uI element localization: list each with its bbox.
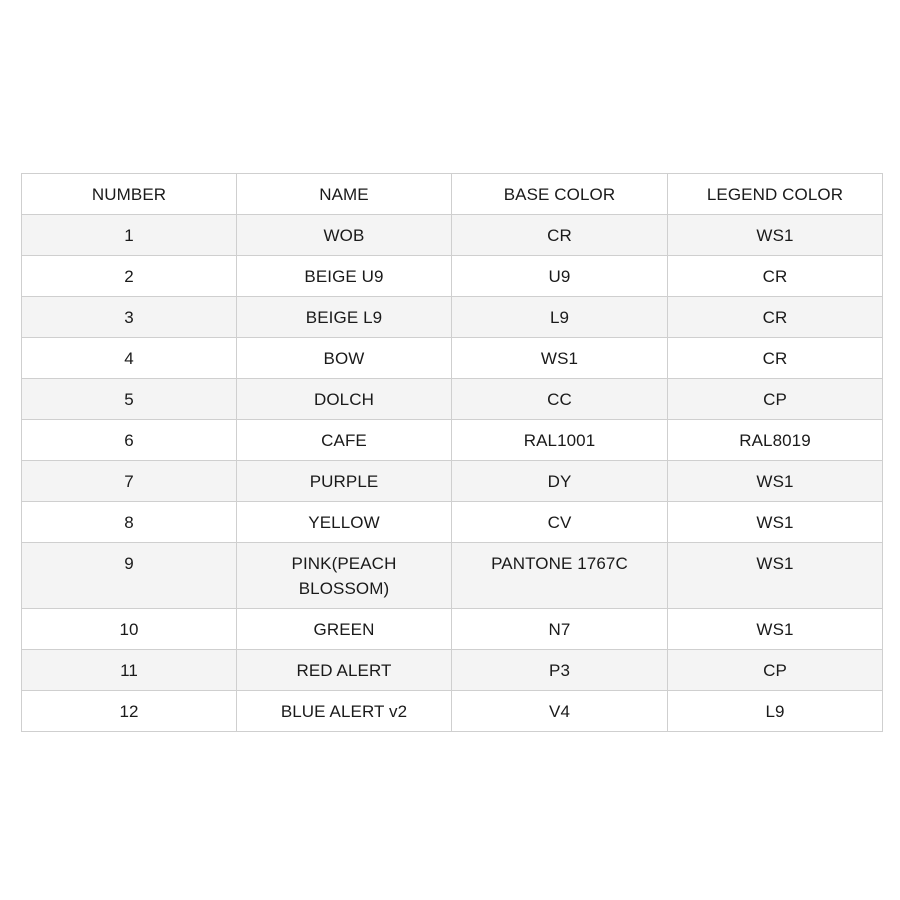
cell-base-color: CR — [452, 215, 668, 256]
table-row — [22, 338, 883, 379]
cell-number: 9 — [22, 543, 237, 609]
table-row — [22, 420, 883, 461]
cell-base-color: CC — [452, 379, 668, 420]
cell-legend-color: CR — [668, 256, 883, 297]
cell-name: PURPLE — [237, 461, 452, 502]
cell-number: 10 — [22, 609, 237, 650]
cell-number: 2 — [22, 256, 237, 297]
cell-base-color: V4 — [452, 691, 668, 732]
color-table-container — [21, 173, 882, 732]
cell-name: BEIGE L9 — [237, 297, 452, 338]
table-row — [22, 297, 883, 338]
cell-number: 7 — [22, 461, 237, 502]
cell-legend-color: CR — [668, 297, 883, 338]
cell-legend-color: CP — [668, 379, 883, 420]
cell-legend-color: CP — [668, 650, 883, 691]
cell-name: BLUE ALERT v2 — [237, 691, 452, 732]
table-row — [22, 543, 883, 609]
cell-number: 12 — [22, 691, 237, 732]
header-base-color: BASE COLOR — [452, 174, 668, 215]
cell-name: DOLCH — [237, 379, 452, 420]
table-row — [22, 215, 883, 256]
cell-base-color: L9 — [452, 297, 668, 338]
cell-base-color: DY — [452, 461, 668, 502]
cell-legend-color: CR — [668, 338, 883, 379]
cell-name: GREEN — [237, 609, 452, 650]
cell-name: CAFE — [237, 420, 452, 461]
table-row — [22, 502, 883, 543]
cell-name: BEIGE U9 — [237, 256, 452, 297]
cell-legend-color: WS1 — [668, 609, 883, 650]
table-row — [22, 650, 883, 691]
cell-number: 6 — [22, 420, 237, 461]
color-table — [21, 173, 883, 732]
cell-number: 1 — [22, 215, 237, 256]
cell-legend-color: WS1 — [668, 461, 883, 502]
cell-number: 3 — [22, 297, 237, 338]
header-name: NAME — [237, 174, 452, 215]
cell-legend-color: WS1 — [668, 543, 883, 609]
cell-name: WOB — [237, 215, 452, 256]
cell-base-color: RAL1001 — [452, 420, 668, 461]
cell-base-color: CV — [452, 502, 668, 543]
cell-legend-color: WS1 — [668, 502, 883, 543]
cell-legend-color: WS1 — [668, 215, 883, 256]
cell-base-color: PANTONE 1767C — [452, 543, 668, 609]
cell-name: YELLOW — [237, 502, 452, 543]
table-row — [22, 256, 883, 297]
header-number: NUMBER — [22, 174, 237, 215]
table-row — [22, 609, 883, 650]
table-header-row — [22, 174, 883, 215]
table-row — [22, 461, 883, 502]
cell-number: 8 — [22, 502, 237, 543]
cell-number: 5 — [22, 379, 237, 420]
cell-base-color: U9 — [452, 256, 668, 297]
cell-name: BOW — [237, 338, 452, 379]
cell-base-color: P3 — [452, 650, 668, 691]
cell-name: PINK(PEACH BLOSSOM) — [237, 543, 452, 609]
table-row — [22, 691, 883, 732]
table-row — [22, 379, 883, 420]
cell-legend-color: RAL8019 — [668, 420, 883, 461]
cell-name: RED ALERT — [237, 650, 452, 691]
cell-number: 4 — [22, 338, 237, 379]
cell-base-color: WS1 — [452, 338, 668, 379]
cell-legend-color: L9 — [668, 691, 883, 732]
cell-base-color: N7 — [452, 609, 668, 650]
cell-number: 11 — [22, 650, 237, 691]
header-legend-color: LEGEND COLOR — [668, 174, 883, 215]
